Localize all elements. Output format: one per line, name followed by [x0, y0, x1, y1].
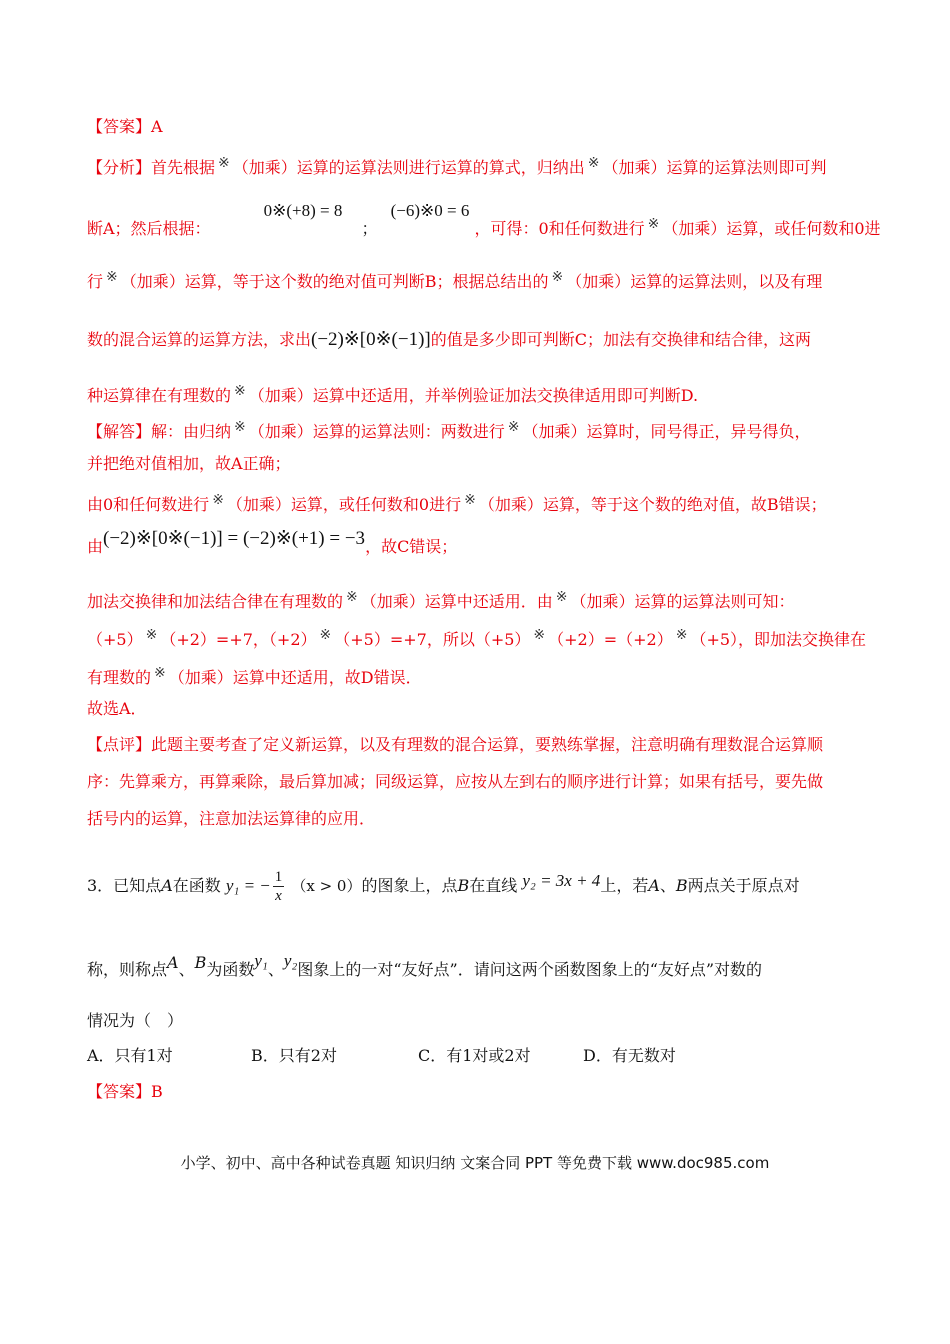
operator-symbol: ※	[145, 627, 158, 643]
solution-text: 由0和任何数进行	[87, 495, 210, 514]
point-b: B	[194, 953, 207, 972]
operator-symbol: ※	[555, 589, 568, 605]
analysis-text: 数的混合运算的运算方法，求出	[87, 330, 312, 349]
math-expression: (−2)※[0※(−1)]	[311, 329, 431, 350]
solution-text: （加乘）运算中还适用，故D错误．	[168, 668, 422, 687]
solution-text: ，故C错误；	[365, 537, 458, 556]
question-3-line-1	[87, 868, 800, 905]
solution-line-4	[87, 528, 458, 557]
analysis-text: 的值是多少即可判断C；加法有交换律和结合律，这两	[430, 330, 811, 349]
operator-symbol: ※	[647, 216, 660, 232]
point-b: B	[675, 876, 688, 895]
solution-text: （加乘）运算的运算法则可知：	[570, 592, 795, 611]
solution-text: （加乘）运算中还适用．由	[360, 592, 553, 611]
solution-text: 加法交换律和加法结合律在有理数的	[87, 592, 344, 611]
domain-condition: （x > 0）	[291, 877, 362, 895]
analysis-line-4	[87, 330, 811, 350]
analysis-line-5	[87, 381, 698, 406]
function-y1-label: y₁	[254, 951, 268, 970]
solution-line-8: 故选A．	[87, 699, 147, 718]
operator-symbol: ※	[675, 627, 688, 643]
option-b: B．只有2对	[251, 1046, 337, 1065]
solution-line-5	[87, 587, 795, 612]
analysis-text: 种运算律在有理数的	[87, 386, 232, 405]
analysis-text: 【分析】首先根据	[87, 158, 216, 177]
operator-symbol: ※	[212, 492, 224, 508]
math-expression: (−6)※0 = 6	[390, 201, 470, 220]
operator-symbol: ※	[533, 627, 546, 643]
solution-text: 【解答】解：由归纳	[87, 422, 232, 441]
solution-line-3	[87, 490, 827, 515]
answer-1: 【答案】A	[87, 117, 163, 136]
operator-symbol: ※	[234, 383, 246, 399]
operator-symbol: ※	[551, 269, 564, 285]
separator: ；	[361, 219, 378, 238]
solution-text: （加乘）运算，或任何数和0进行	[226, 495, 462, 514]
operator-symbol: ※	[234, 419, 246, 435]
point-a: A	[648, 876, 660, 895]
analysis-text: （加乘）运算的运算法则，以及有理	[566, 272, 823, 291]
analysis-text: （加乘）运算中还适用，并举例验证加法交换律适用即可判断D.	[248, 386, 699, 405]
question-text: 、	[267, 960, 284, 979]
solution-line-6	[87, 625, 866, 650]
analysis-text: ，可得：0和任何数进行	[474, 219, 645, 238]
option-c: C．有1对或2对	[418, 1046, 531, 1065]
operator-symbol: ※	[106, 269, 118, 285]
question-text: 3．已知点	[87, 876, 162, 895]
point-b: B	[457, 876, 470, 895]
point-a: A	[167, 953, 179, 972]
question-text: 称，则称点	[87, 960, 168, 979]
solution-line-1	[87, 417, 811, 442]
question-text: 图象上的一对“友好点”．请问这两个函数图象上的“友好点”对数的	[297, 960, 763, 979]
comment-line-2: 序：先算乘方，再算乘除，最后算加减；同级运算，应按从左到右的顺序进行计算；如果有括号，要先做	[87, 772, 824, 791]
operator-symbol: ※	[154, 665, 166, 681]
solution-text: （+5）	[87, 630, 143, 649]
operator-symbol: ※	[464, 492, 476, 508]
question-text: 的图象上，点	[361, 876, 458, 895]
analysis-text: 行	[87, 272, 104, 291]
question-text: 两点关于原点对	[687, 876, 800, 895]
solution-text: （+2）=+7，（+2）	[160, 630, 317, 649]
operator-symbol: ※	[319, 627, 332, 643]
fraction-numerator: 1	[274, 869, 283, 885]
question-3-line-2	[87, 951, 763, 980]
solution-text: （加乘）运算，等于这个数的绝对值，故B错误；	[478, 495, 827, 514]
point-a: A	[161, 876, 173, 895]
fraction-denominator: x	[275, 888, 282, 904]
function-y1: y₁ = −	[225, 876, 271, 895]
analysis-line-3	[87, 267, 822, 292]
question-text: 上，若	[600, 876, 649, 895]
operator-symbol: ※	[587, 155, 600, 171]
option-d: D．有无数对	[583, 1046, 676, 1065]
solution-text: 由	[87, 537, 104, 556]
math-expression: (−2)※[0※(−1)] = (−2)※(+1) = −3	[103, 528, 366, 549]
solution-text: （+5）=+7，所以（+5）	[334, 630, 531, 649]
operator-symbol: ※	[218, 155, 230, 171]
question-text: 为函数	[206, 960, 255, 979]
analysis-text: （加乘）运算的运算法则进行运算的算式，归纳出	[232, 158, 585, 177]
math-expression: 0※(+8) = 8	[263, 201, 343, 220]
operator-symbol: ※	[346, 589, 358, 605]
analysis-text: 断A；然后根据：	[87, 219, 211, 238]
analysis-line-2	[87, 201, 881, 239]
analysis-text: （加乘）运算，等于这个数的绝对值可判断B；根据总结出的	[120, 272, 549, 291]
solution-line-2: 并把绝对值相加，故A正确；	[87, 454, 291, 473]
function-y2: y₂ = 3x + 4	[522, 871, 601, 890]
option-a: A．只有1对	[87, 1046, 173, 1065]
solution-text: （加乘）运算时，同号得正，异号得负，	[522, 422, 811, 441]
solution-line-7	[87, 663, 422, 688]
solution-text: （加乘）运算的运算法则：两数进行	[248, 422, 505, 441]
analysis-text: （加乘）运算，或任何数和0进	[662, 219, 881, 238]
solution-text: （+5），即加法交换律在	[690, 630, 867, 649]
comment-line-3: 括号内的运算，注意加法运算律的应用．	[87, 809, 376, 828]
operator-symbol: ※	[507, 419, 520, 435]
question-text: 、	[178, 960, 195, 979]
analysis-line-1	[87, 153, 827, 178]
footer-text: 小学、初中、高中各种试卷真题 知识归纳 文案合同 PPT 等免费下载 www.doc985.com	[180, 1154, 770, 1172]
function-y2-label: y₂	[283, 951, 298, 970]
solution-text: 有理数的	[87, 668, 152, 687]
analysis-text: （加乘）运算的运算法则即可判	[602, 158, 827, 177]
question-text: 在直线	[469, 876, 518, 895]
comment-line-1: 【点评】此题主要考查了定义新运算，以及有理数的混合运算，要熟练掌握，注意明确有理数混合运算顺	[87, 735, 824, 754]
question-text: 、	[659, 876, 676, 895]
answer-3: 【答案】B	[87, 1082, 163, 1101]
fraction	[273, 868, 285, 905]
question-3-line-3: 情况为（ ）	[87, 1011, 184, 1030]
solution-text: （+2）=（+2）	[548, 630, 673, 649]
question-text: 在函数	[172, 876, 221, 895]
